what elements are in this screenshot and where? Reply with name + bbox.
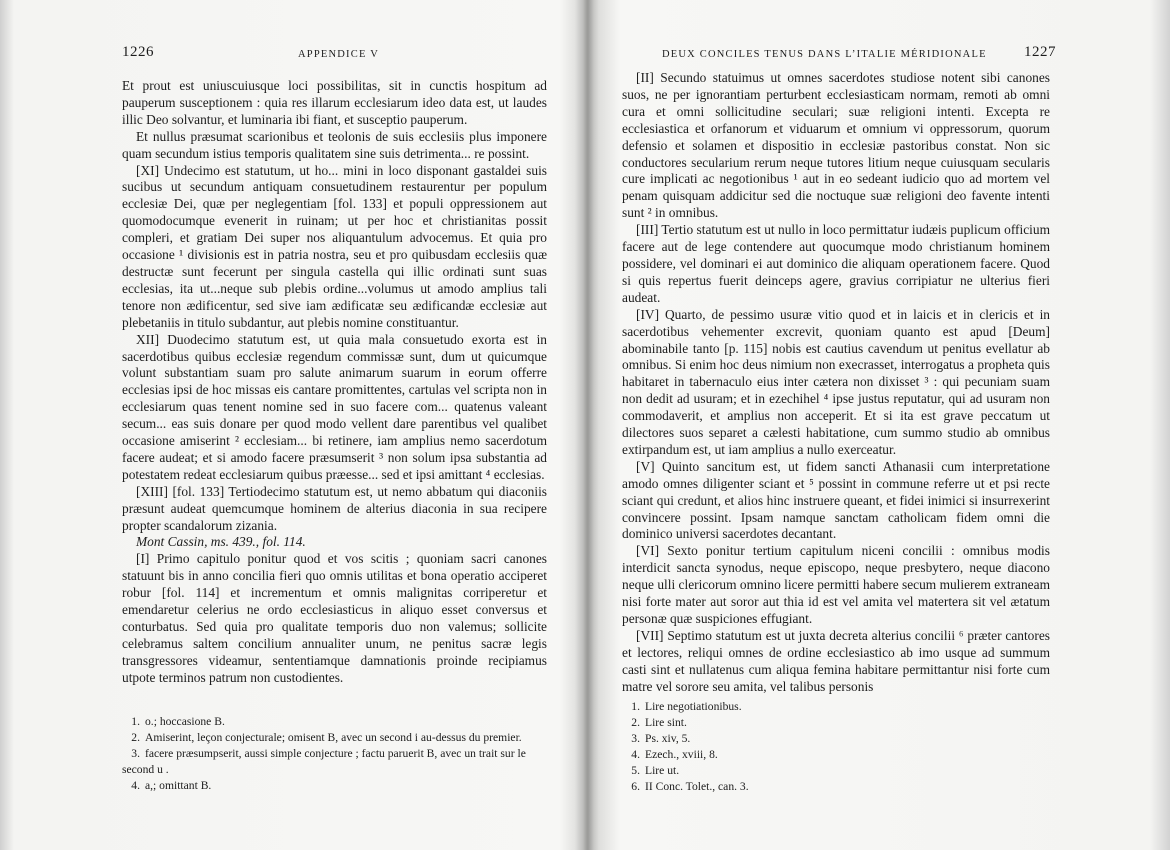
footnote-text: Lire ut. [645,764,680,777]
right-paragraph: [IV] Quarto, de pessimo usuræ vitio quod et in laicis et in clericis et in sacerdotibus vehementer excrevit, quoniam quanto est apud [Deum] abominabile tanto [p. 115] nobis est cautius cavendum ut penitus evellatur ab omnibus. Si enim hoc deus nimium non execrasset, interrogatus a propheta quis habitaret in tabernaculo eius inter cætera non dixisset ³ : qui pecuniam suam non dedit ad usuram; et in ezechihel ⁴ ipse justus reputatur, qui ad usuram non commodaverit, et amplius non acceperit. Et si ita est grave peccatum ut dilectores suos separet a cælesti habitatione, cum summo studio ab omnibus extirpandum est, ut iam amplius a nullo exerceatur. [622,306,1050,457]
footnote-text: o.; hoccasione B. [145,715,225,728]
footnote [122,730,547,746]
right-page-number: 1227 [1024,44,1056,60]
footnote [122,746,547,778]
footnote-text: Ps. xiv, 5. [645,732,691,745]
footnote-number: 4. [631,748,640,761]
footnote-number: 1. [131,715,140,728]
footnote [122,714,547,730]
right-paragraph: [III] Tertio statutum est ut nullo in loco permittatur iudæis puplicum officium facere aut de lege contendere aut quocumque modo christianum hominem possidere, vel dominari ei aut dominico die aliquam operationem facere. Quod si quis repertus fuerit deinceps agere, gravius corripiatur ne ulterius fieri audeat. [622,222,1050,305]
left-paragraph: [XIII] [fol. 133] Tertiodecimo statutum est, ut nemo abbatum qui diaconiis præsunt audeat quemcumque hominem de alterius diaconia in sua recipere propter scandalorum zizania. [122,483,547,533]
right-body-text [622,70,1050,696]
left-paragraph: Et prout est uniuscuiusque loci possibilitas, sit in cunctis hospitum ad pauperum susceptionem : quia res illarum ecclesiarum ideo data est, ut laudes illic Deo solvantur, et luminaria ibi fiant, et susceptio pauperum. [122,78,547,127]
right-paragraph: [VII] Septimo statutum est ut juxta decreta alterius concilii ⁶ præter cantores et lectores, reliqui omnes de ordine ecclesiastico ab imo usque ad summum casti sint et nullatenus cum aliqua femina habitare permittantur nisi forte cum matre vel sorore seu amita, vel talibus personis [622,627,1050,694]
footnote-number: 2. [631,716,640,729]
left-page-number: 1226 [122,44,154,60]
left-paragraph: [I] Primo capitulo ponitur quod et vos scitis ; quoniam sacri canones statuunt bis in anno concilia fieri quo omnis utilitas et bona operatio acciperet robur [fol. 114] et incrementum et omnis malignitas corriperetur et emendaretur celerius ne ordo ecclesiasticus in aliquo esset conversus et conturbatus. Sed quia pro qualitate temporis duo non valemus; sollicite celebramus saltem concilium annualiter unum, ne penitus sacræ legis transgressores videamur, sententiamque damnationis proinde recipiamus utpote terminos patrum non custodientes. [122,551,547,685]
footnote [622,699,1050,715]
footnote-text: II Conc. Tolet., can. 3. [645,780,749,793]
right-page [590,0,1170,850]
left-running-head: APPENDICE V [298,49,379,60]
left-footnotes [122,714,547,794]
footnote [622,715,1050,731]
right-running-head: DEUX CONCILES TENUS DANS L’ITALIE MÉRIDIONALE [662,49,987,60]
footnote-text: Lire sint. [645,716,687,729]
left-paragraph: [XI] Undecimo est statutum, ut ho... mini in loco disponant gastaldei suis sucibus ut secundum antiquam consuetudinem restaurentur per populum ecclesiæ Dei, quæ per neglegentiam [fol. 133] et populi oppressionem aut quomodocumque evenerit in ruinam; ut per hoc et christianitas possit compleri, et gratiam Dei super nos aliquantulum advocemus. Et quia pro occasione ¹ divisionis est in patria nostra, seu et pro quibusdam ecclesiis quæ destructæ sunt fecerunt per singula castella qui illic ordinati sunt suas ecclesias, ita ut...neque sub plebis ordine...volumus ut amodo amplius tali tenore non ædificentur, sed sive iam ædificatæ seu ædificandæ ecclesiæ aut plebetaniis in titulo subdantur, aut plebis nomine constituantur. [122,162,547,330]
right-footnotes [622,699,1050,795]
footnote-number: 4. [131,779,140,792]
footnote [622,747,1050,763]
footnote [122,778,547,794]
footnote [622,779,1050,795]
footnote-text: facere præsumpserit, aussi simple conjecture ; factu paruerit B, avec un trait sur le second u . [122,747,526,776]
footnote-number: 3. [131,747,140,760]
right-paragraph: [VI] Sexto ponitur tertium capitulum niceni concilii : omnibus modis interdicit sancta synodus, neque episcopo, neque presbytero, neque diacono neque ulli clericorum omnino licere permitti habere secum mulierem extraneam nisi forte mater aut soror aut thia id est vel amita vel matertera sit vel ætatum personæ quæ suspiciones effugiant. [622,543,1050,626]
footnote-number: 6. [631,780,640,793]
footnote [622,731,1050,747]
footnote-text: Ezech., xviii, 8. [645,748,718,761]
footnote-number: 5. [631,764,640,777]
right-paragraph: [II] Secundo statuimus ut omnes sacerdotes studiose notent sibi canones suos, ne per ignorantiam perturbent ecclesiasticam normam, remoti ab omni cura et omni sollicitudine seculari; suæ religioni intenti. Excepta re ecclesiastica et orfanorum et viduarum et omnium vi oppressorum, quorum defensio et solamen et dispositio in ecclesiæ pastoribus constat. Non sic conductores secularium rerum neque tutores litium neque cuiusquam secularis cure implicati ac negotionibus ¹ aut in eo sedeant iudicio quo ad mortem vel penam quisquam addicitur sed die noctuque suæ religioni deo favente intenti sunt ² in omnibus. [622,70,1050,221]
footnote-number: 1. [631,700,640,713]
footnote-number: 3. [631,732,640,745]
footnote [622,763,1050,779]
footnote-text: Amiserint, leçon conjecturale; omisent B, avec un second i au-dessus du premier. [145,731,522,744]
left-paragraph: XII] Duodecimo statutum est, ut quia mala consuetudo exorta est in sacerdotibus quibus ecclesiæ regendum commissæ sunt, dum ut quicumque volunt substantiam suam pro salute animarum suarum in eorum offerre ecclesias ipsi de hoc missas eis cantare promittentes, cartulas vel scripta non in ecclesiarum quas tenent nomine sed in suo facere com... quatenus valeant secum... eas suis donare per quod modo vellent dare parentibus vel qualibet occasione amiserint ² ecclesiam... bi retinere, iam amplius nemo sacerdotum facere audeat; et si amodo facere præsumserit ³ non solum ipsa substantia ad potestatem redeat ecclesiarum quibus præesse... sed et ipsi amittant ⁴ ecclesias. [122,331,547,482]
footnote-text: a,; omittant B. [145,779,212,792]
footnote-text: Lire negotiationibus. [645,700,742,713]
left-paragraph: Et nullus præsumat scarionibus et teolonis de suis ecclesiis plus imponere quam secundum istius temporis qualitatem sine suis detrimenta... re possint. [122,128,547,161]
source-citation: Mont Cassin, ms. 439., fol. 114. [136,534,306,550]
left-body-text [122,78,547,687]
right-paragraph: [V] Quinto sancitum est, ut fidem sancti Athanasii cum interpretatione amodo omnes diligenter sciant et ⁵ possint in commune referre ut et psi recte sciant qui credunt, et alios hinc instruere queant, et fidei inimici si insurrexerint convincere possint. Ipsam namque sanctam catholicam fidem omni die dominico universi sacerdotes decantant. [622,458,1050,542]
footnote-number: 2. [131,731,140,744]
